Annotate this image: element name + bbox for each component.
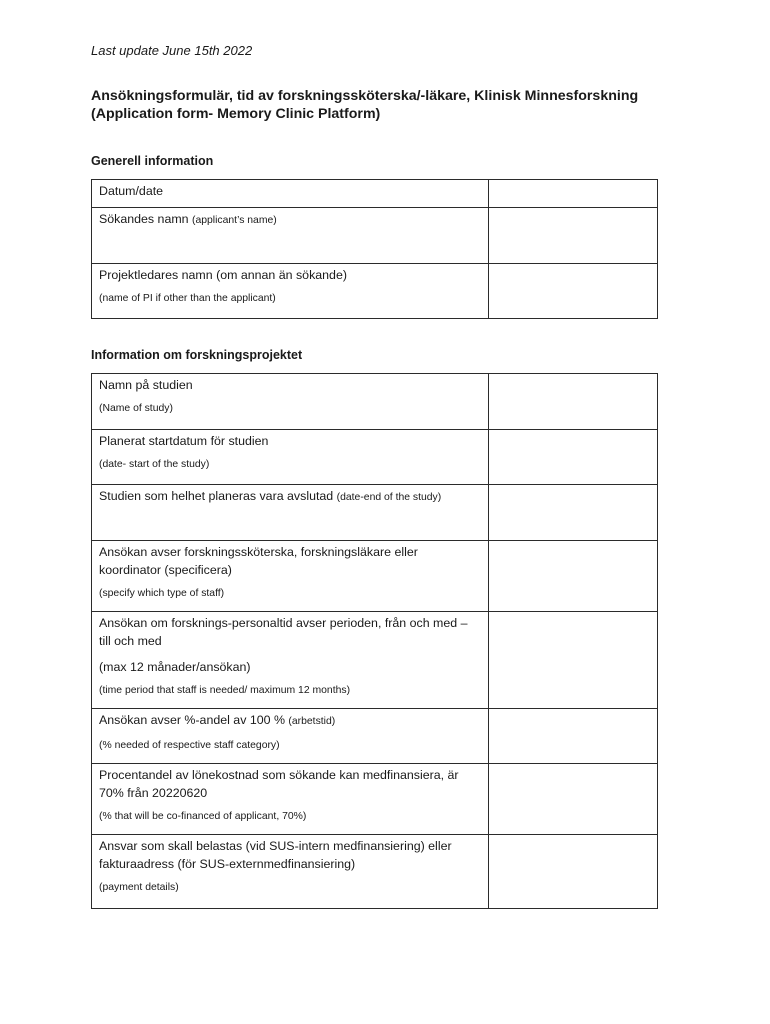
pi-name-field[interactable] xyxy=(489,264,658,319)
field-label: Sökandes namn xyxy=(99,212,189,226)
field-label-cell xyxy=(92,709,489,764)
field-label-en: (date- start of the study) xyxy=(99,459,210,470)
field-label-cell xyxy=(92,374,489,430)
table-row xyxy=(92,709,658,764)
table-row xyxy=(92,485,658,541)
field-label-cell xyxy=(92,208,489,264)
field-label-en: (% needed of respective staff category) xyxy=(99,740,280,751)
field-label-cell xyxy=(92,430,489,485)
section-heading-general: Generell information xyxy=(91,154,214,168)
field-label: Namn på studien xyxy=(99,378,193,392)
table-row xyxy=(92,835,658,909)
section-heading-project: Information om forskningsprojektet xyxy=(91,348,303,362)
project-info-table xyxy=(91,373,658,909)
field-label-en: (% that will be co-financed of applicant, 70%) xyxy=(99,811,307,822)
field-label-en: (date-end of the study) xyxy=(336,492,442,503)
table-row xyxy=(92,541,658,612)
field-label-cell xyxy=(92,541,489,612)
table-row xyxy=(92,430,658,485)
title-line-1: Ansökningsformulär, tid av forskningssköterska/-läkare, Klinisk Minnesforskning xyxy=(91,88,639,104)
field-label-cell xyxy=(92,764,489,835)
field-label-en: (specify which type of staff) xyxy=(99,588,225,599)
page-title xyxy=(91,87,691,123)
field-label: Ansvar som skall belastas (vid SUS-intern medfinansiering) eller fakturaadress (för SUS-externmedfinansiering) xyxy=(99,839,452,871)
table-row xyxy=(92,612,658,709)
field-label-cell xyxy=(92,485,489,541)
field-label: Studien som helhet planeras vara avslutad xyxy=(99,489,334,503)
table-row xyxy=(92,374,658,430)
field-label-en: (applicant’s name) xyxy=(192,215,277,226)
field-label: Datum/date xyxy=(99,184,164,198)
field-label-cell xyxy=(92,612,489,709)
field-label-2: (max 12 månader/ansökan) xyxy=(99,660,251,674)
end-date-field[interactable] xyxy=(489,485,658,541)
applicant-name-field[interactable] xyxy=(489,208,658,264)
field-label-en: (Name of study) xyxy=(99,403,173,414)
field-label: Planerat startdatum för studien xyxy=(99,434,269,448)
field-label: Ansökan avser forskningssköterska, forskningsläkare eller koordinator (specificera) xyxy=(99,545,418,577)
field-label-wrap xyxy=(99,487,482,507)
table-row xyxy=(92,264,658,319)
field-label-cell xyxy=(92,180,489,208)
table-row xyxy=(92,208,658,264)
percentage-field[interactable] xyxy=(489,709,658,764)
last-update: Last update June 15th 2022 xyxy=(91,43,253,58)
field-label-wrap xyxy=(99,711,482,731)
study-name-field[interactable] xyxy=(489,374,658,430)
field-label: Ansökan om forsknings-personaltid avser perioden, från och med – till och med xyxy=(99,616,468,648)
payment-details-field[interactable] xyxy=(489,835,658,909)
field-label-en: (payment details) xyxy=(99,882,179,893)
start-date-field[interactable] xyxy=(489,430,658,485)
field-label-en: (time period that staff is needed/ maximum 12 months) xyxy=(99,685,351,696)
staff-type-field[interactable] xyxy=(489,541,658,612)
field-label-en-inline: (arbetstid) xyxy=(288,716,336,727)
field-label-cell xyxy=(92,835,489,909)
field-label-en: (name of PI if other than the applicant) xyxy=(99,293,276,304)
date-field[interactable] xyxy=(489,180,658,208)
general-info-table xyxy=(91,179,658,319)
cofinance-field[interactable] xyxy=(489,764,658,835)
field-label: Ansökan avser %-andel av 100 % xyxy=(99,713,285,727)
field-label-wrap xyxy=(99,210,482,230)
table-row xyxy=(92,764,658,835)
field-label: Projektledares namn (om annan än sökande) xyxy=(99,268,347,282)
field-label: Procentandel av lönekostnad som sökande kan medfinansiera, är 70% från 20220620 xyxy=(99,768,459,800)
table-row xyxy=(92,180,658,208)
title-line-2: (Application form- Memory Clinic Platform) xyxy=(91,106,381,122)
field-label-cell xyxy=(92,264,489,319)
staff-period-field[interactable] xyxy=(489,612,658,709)
